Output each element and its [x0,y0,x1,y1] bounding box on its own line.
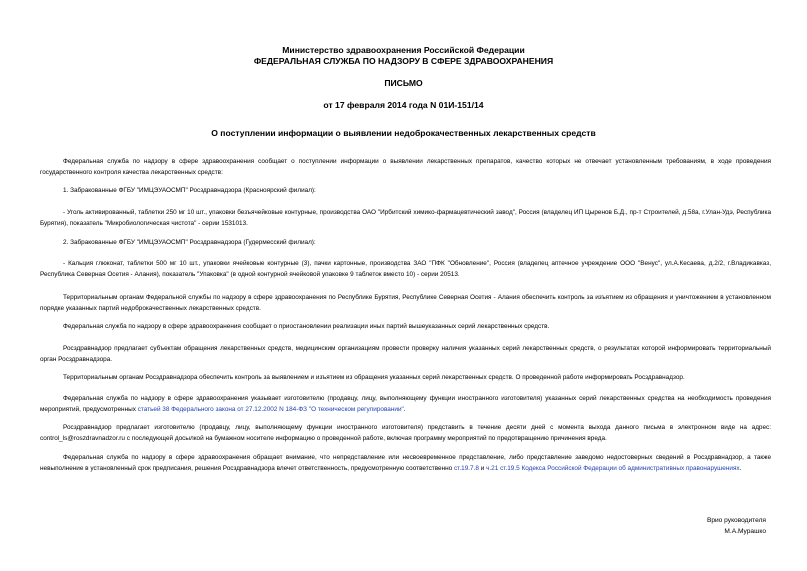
paragraph-withdrawal-control: Территориальным органам Росздравнадзора обеспечить контроль за выявлением и изъятием из обращения указанных серий лекарственных средств. О проведенной работе информировать Росздравнадзор. [63,374,685,381]
paragraph-item-2-detail: - Кальция глюконат, таблетки 500 мг 10 шт., упаковки ячейковые контурные (3), пачки картонные, производства ЗАО "ПФК "Обновление", Россия (владелец аптечное учреждение ООО "Венус", ул.А.Кесаева, д.2/2, г.Владикавказ, Республика Северная Осетия - Алания), показатель "Упаковка" (в одной контурной ячейковой упаковке 9 таблеток вместо 10) - серии 20513. [40,260,771,278]
paragraph-reporting: Росздравнадзор предлагает изготовителю (продавцу, лицу, выполняющему функции иностранного изготовителя) представить в течение десяти дней с момента выхода данного письма в электронном виде на адрес: control_ls@roszdravnadzor.ru с последующей досылкой на бумажном носителе информацию о проведенной работе, включая программу мероприятий по предотвращению причинения вреда. [40,424,771,442]
service-heading: ФЕДЕРАЛЬНАЯ СЛУЖБА ПО НАДЗОРУ В СФЕРЕ ЗДРАВООХРАНЕНИЯ [253,56,554,66]
paragraph-item-1-detail: - Уголь активированный, таблетки 250 мг 10 шт., упаковки безъячейковые контурные, производства ОАО "Ирбитский химико-фармацевтический завод", Россия (владелец ИП Цыренов Б.Д., пр-т Строителей, д.58а, г.Улан-Удэ, Республика Бурятия), показатель "Микробиологическая чистота" - серии 1531013. [40,209,771,227]
paragraph-intro: Федеральная служба по надзору в сфере здравоохранения сообщает о поступлении информации о выявлении лекарственных препаратов, качество которых не отвечает установленным требованиям, в ходе проведения государственного контроля качества лекарственных средств: [40,158,771,176]
paragraph-text: Федеральная служба по надзору в сфере здравоохранения обращает внимание, что непредставление или несвоевременное представление, либо представление заведомо недостоверных сведений в Росздравнадзор, а также невыполнение в установленный срок предписания, решения Росздравнадзора влечет ответственность, предусмотренную соответственно [40,454,771,472]
law-article-38-link[interactable]: статьей 38 Федерального закона от 27.12.2002 N 184-ФЗ "О техническом регулировании" [137,405,404,413]
signature-title: Врио руководителя [706,517,766,524]
paragraph-text: . [739,464,742,472]
administrative-code-link[interactable]: ч.21 ст.19.5 Кодекса Российской Федерации об административных правонарушениях [486,464,740,472]
document-date-number: от 17 февраля 2014 года N 01И-151/14 [323,100,484,110]
paragraph-suspension: Федеральная служба по надзору в сфере здравоохранения сообщает о приостановлении реализации иных партий вышеуказанных серий лекарственных средств. [63,323,550,330]
paragraph-inspection: Росздравнадзор предлагает субъектам обращения лекарственных средств, медицинским организациям провести проверку наличия указанных серий лекарственных средств, о результатах которой информировать территориальный орган Росздравнадзора. [40,345,771,363]
ministry-heading: Министерство здравоохранения Российской Федерации [282,45,525,55]
paragraph-liability [40,453,771,474]
paragraph-text: и [478,464,487,472]
paragraph-text: . [403,405,406,413]
paragraph-item-1-heading: 1. Забракованные ФГБУ "ИМЦЭУАОСМП" Росздравнадзора (Красноярский филиал): [63,187,316,194]
paragraph-manufacturer-measures [40,394,771,415]
paragraph-text: Федеральная служба по надзору в сфере здравоохранения указывает изготовителю (продавцу, лицу, выполняющему функции иностранного изготовителя) указанных серий лекарственных средства на необходимость проведения мероприятий, предусмотренных [40,395,771,413]
paragraph-territorial-control: Территориальным органам Федеральной службы по надзору в сфере здравоохранения по Республике Бурятия, Республике Северная Осетия - Алания обеспечить контроль за изъятием из обращения и уничтожением в установленном порядке указанных партий недоброкачественных лекарственных средств. [40,294,771,312]
article-19-7-8-link[interactable]: ст.19.7.8 [453,464,479,472]
document-type: ПИСЬМО [384,78,423,88]
signature-name: М.А.Мурашко [724,528,766,535]
document-subject: О поступлении информации о выявлении недоброкачественных лекарственных средств [211,128,596,138]
paragraph-item-2-heading: 2. Забракованные ФГБУ "ИМЦЭУАОСМП" Росздравнадзора (Гудермесский филиал): [63,239,316,246]
